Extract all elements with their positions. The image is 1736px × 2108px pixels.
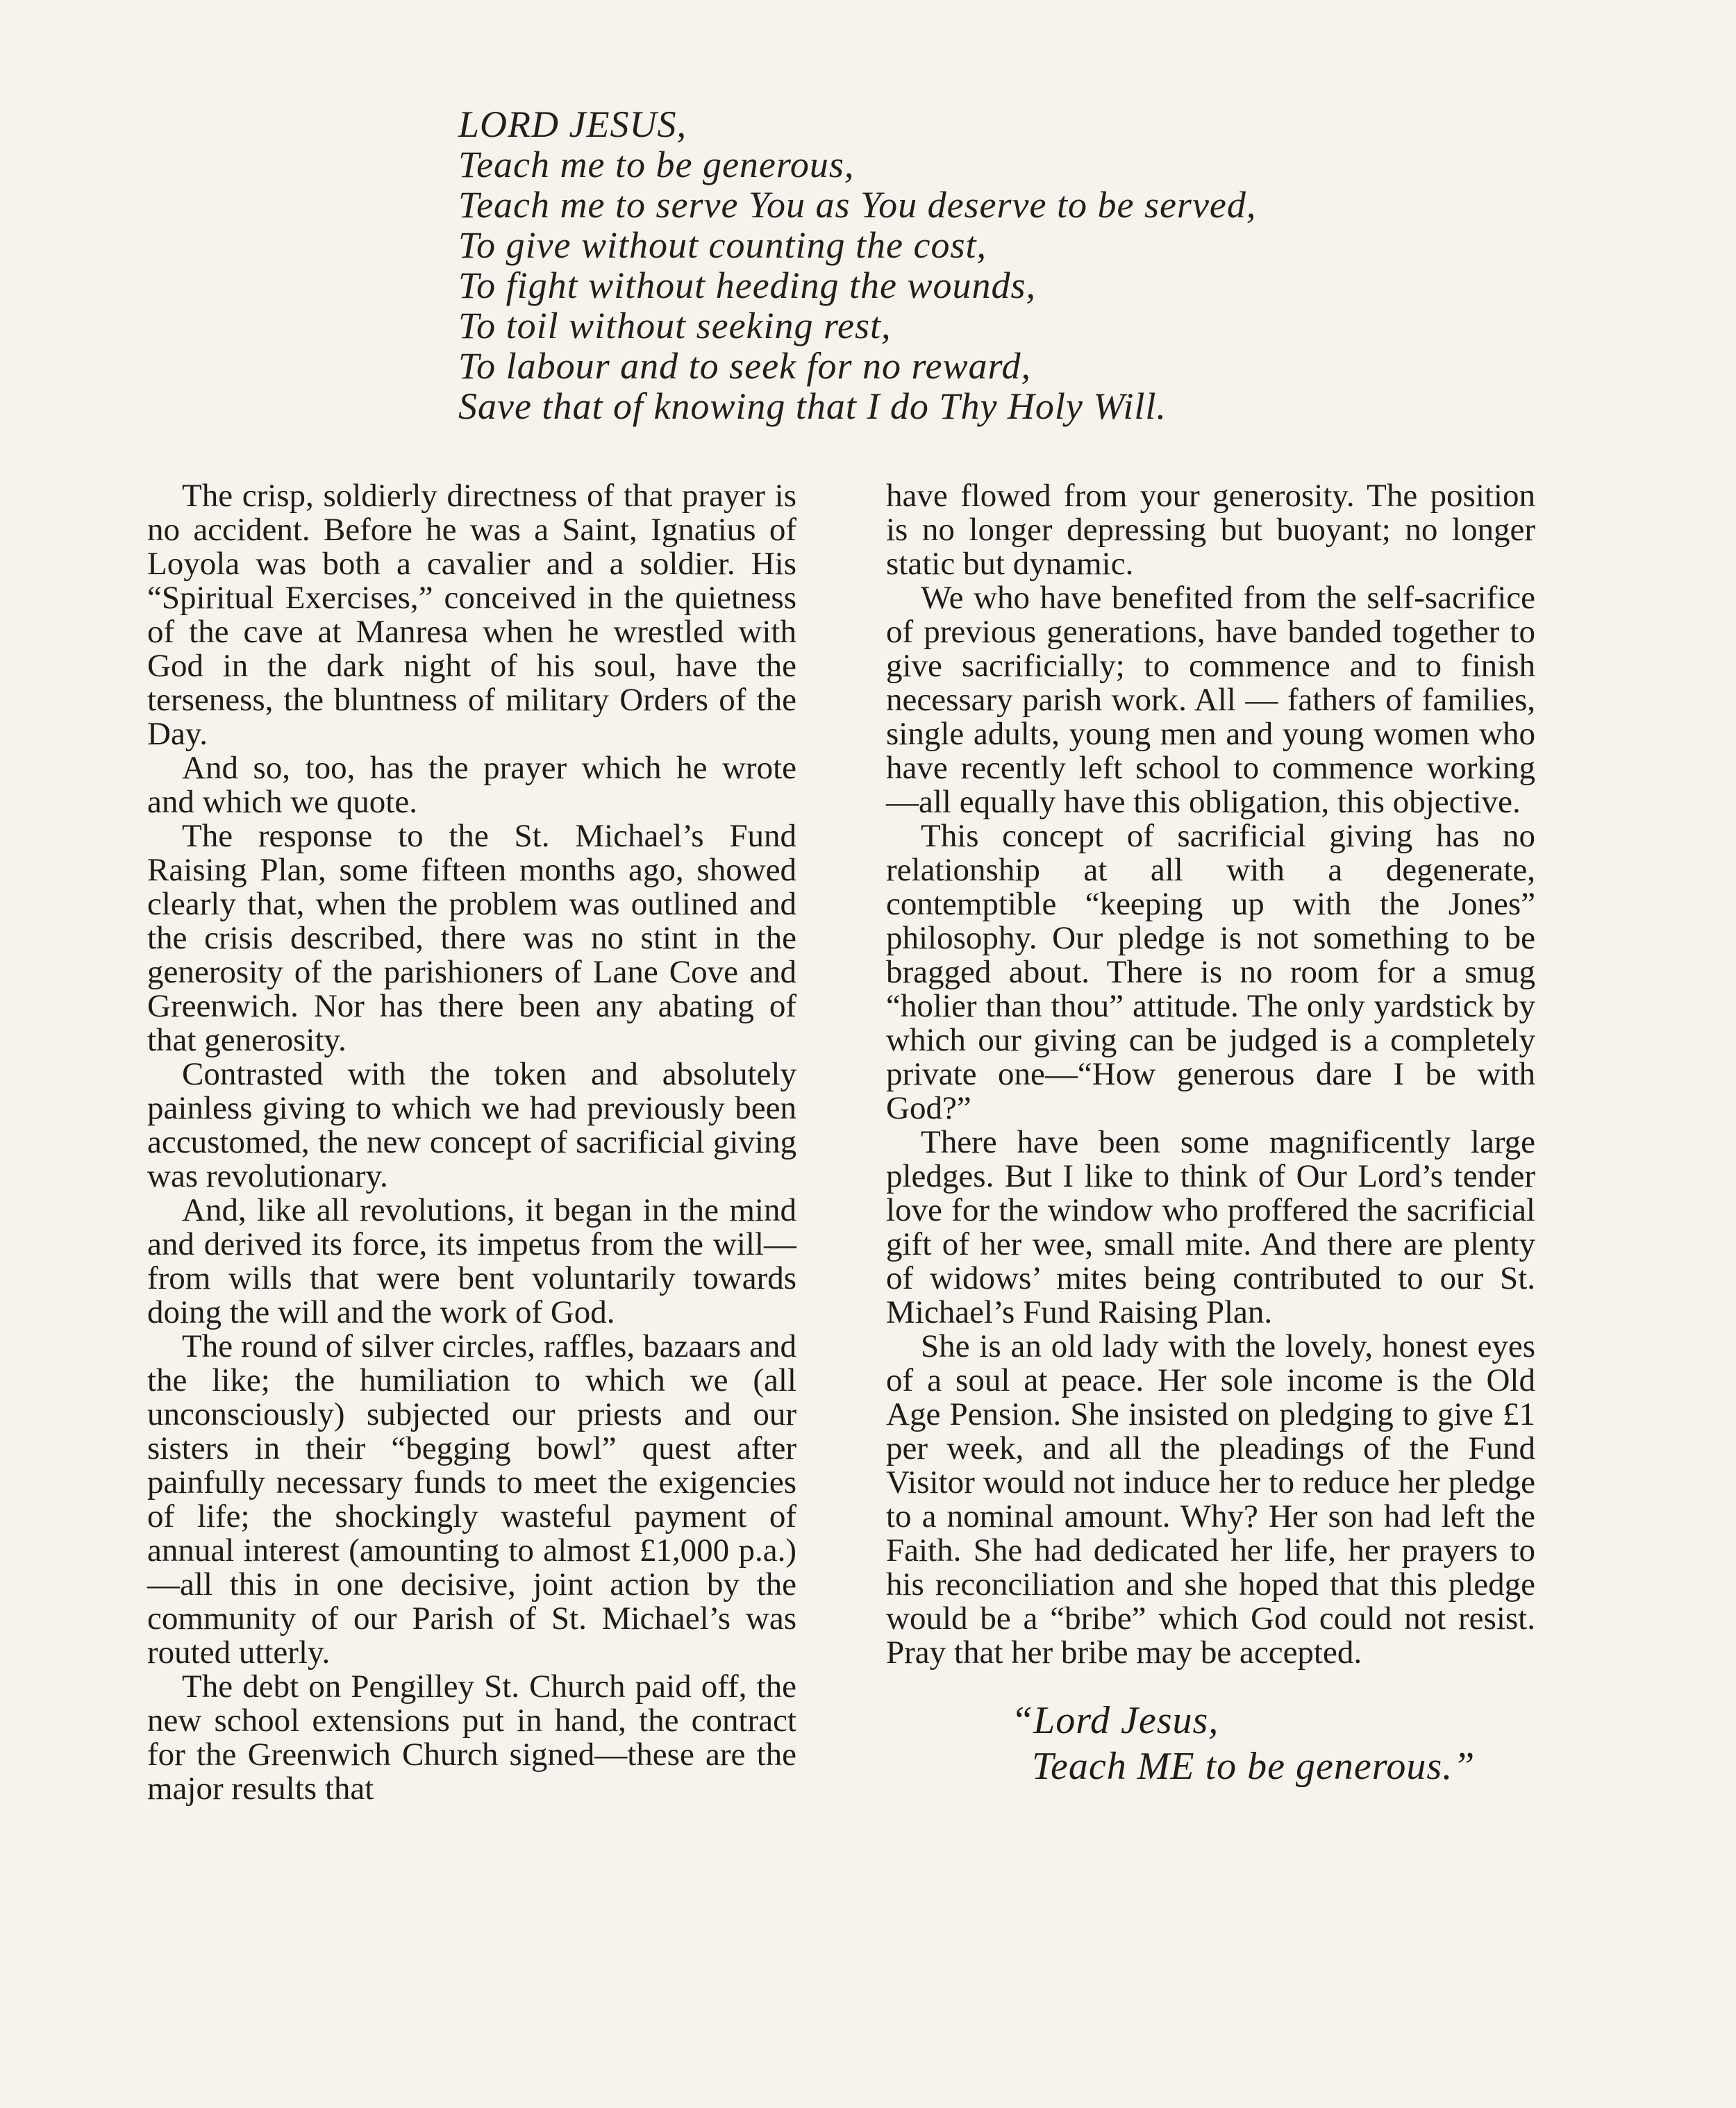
left-column [147, 479, 796, 1806]
body-paragraph: And so, too, has the prayer which he wrote and which we quote. [147, 750, 796, 820]
body-paragraph: The debt on Pengilley St. Church paid off, the new school extensions put in hand, the contract for the Greenwich Church signed—these are the major results that [147, 1668, 796, 1807]
prayer-line: Teach me to be generous, [458, 144, 855, 185]
continued-paragraph: have flowed from your generosity. The position is no longer depressing but buoyant; no longer static but dynamic. [886, 478, 1535, 582]
prayer-line: LORD JESUS, [458, 103, 687, 145]
body-paragraph: She is an old lady with the lovely, honest eyes of a soul at peace. Her sole income is the Old Age Pension. She insisted on pledging to give £1 per week, and all the pleadings of the Fund Visitor would not induce her to reduce her pledge to a nominal amount. Why? Her son had left the Faith. She had dedicated her life, her prayers to his reconciliation and she hoped that this pledge would be a “bribe” which God could not resist. Pray that her bribe may be accepted. [886, 1328, 1535, 1671]
body-paragraph: There have been some magnificently large pledges. But I like to think of Our Lord’s tender love for the window who proffered the sacrificial gift of her wee, small mite. And there are plenty of widows’ mites being contributed to our St. Michael’s Fund Raising Plan. [886, 1124, 1535, 1330]
closing-line: Teach ME to be generous.” [1032, 1745, 1476, 1788]
prayer-line: To toil without seeking rest, [458, 305, 892, 346]
closing-prayer [886, 1698, 1535, 1789]
prayer-line: Save that of knowing that I do Thy Holy Will. [458, 385, 1167, 427]
prayer-line: Teach me to serve You as You deserve to be served, [458, 184, 1257, 226]
body-paragraph: We who have benefited from the self-sacrifice of previous generations, have banded together to give sacrificially; to commence and to finish necessary parish work. All — fathers of families, single adults, young men and young women who have recently left school to commence working—all equally have this obligation, this objective. [886, 580, 1535, 820]
body-paragraph: This concept of sacrificial giving has no relationship at all with a degenerate, contemptible “keeping up with the Jones” philosophy. Our pledge is not something to be bragged about. There is no room for a smug “holier than thou” attitude. The only yardstick by which our giving can be judged is a completely private one—“How generous dare I be with God?” [886, 818, 1535, 1126]
body-paragraph: The response to the St. Michael’s Fund Raising Plan, some fifteen months ago, showed clearly that, when the problem was outlined and the crisis described, there was no stint in the generosity of the parishioners of Lane Cove and Greenwich. Nor has there been any abating of that generosity. [147, 818, 796, 1058]
body-paragraph: The round of silver circles, raffles, bazaars and the like; the humiliation to which we (all unconsciously) subjected our priests and our sisters in their “begging bowl” quest after painfully necessary funds to meet the exigencies of life; the shockingly wasteful payment of annual interest (amounting to almost £1,000 p.a.)—all this in one decisive, joint action by the community of our Parish of St. Michael’s was routed utterly. [147, 1328, 796, 1671]
opening-prayer [458, 104, 1375, 426]
prayer-line: To labour and to seek for no reward, [458, 345, 1032, 387]
body-paragraph: Contrasted with the token and absolutely painless giving to which we had previously been accustomed, the new concept of sacrificial giving was revolutionary. [147, 1056, 796, 1194]
body-paragraph: And, like all revolutions, it began in the mind and derived its force, its impetus from the will—from wills that were bent voluntarily towards doing the will and the work of God. [147, 1192, 796, 1330]
prayer-line: To give without counting the cost, [458, 224, 987, 266]
body-paragraph: The crisp, soldierly directness of that prayer is no accident. Before he was a Saint, Ignatius of Loyola was both a cavalier and a soldier. His “Spiritual Exercises,” conceived in the quietness of the cave at Manresa when he wrestled with God in the dark night of his soul, have the terseness, the bluntness of military Orders of the Day. [147, 478, 796, 752]
prayer-line: To fight without heeding the wounds, [458, 265, 1037, 306]
right-column [886, 479, 1535, 1789]
closing-line: “Lord Jesus, [1011, 1699, 1219, 1742]
